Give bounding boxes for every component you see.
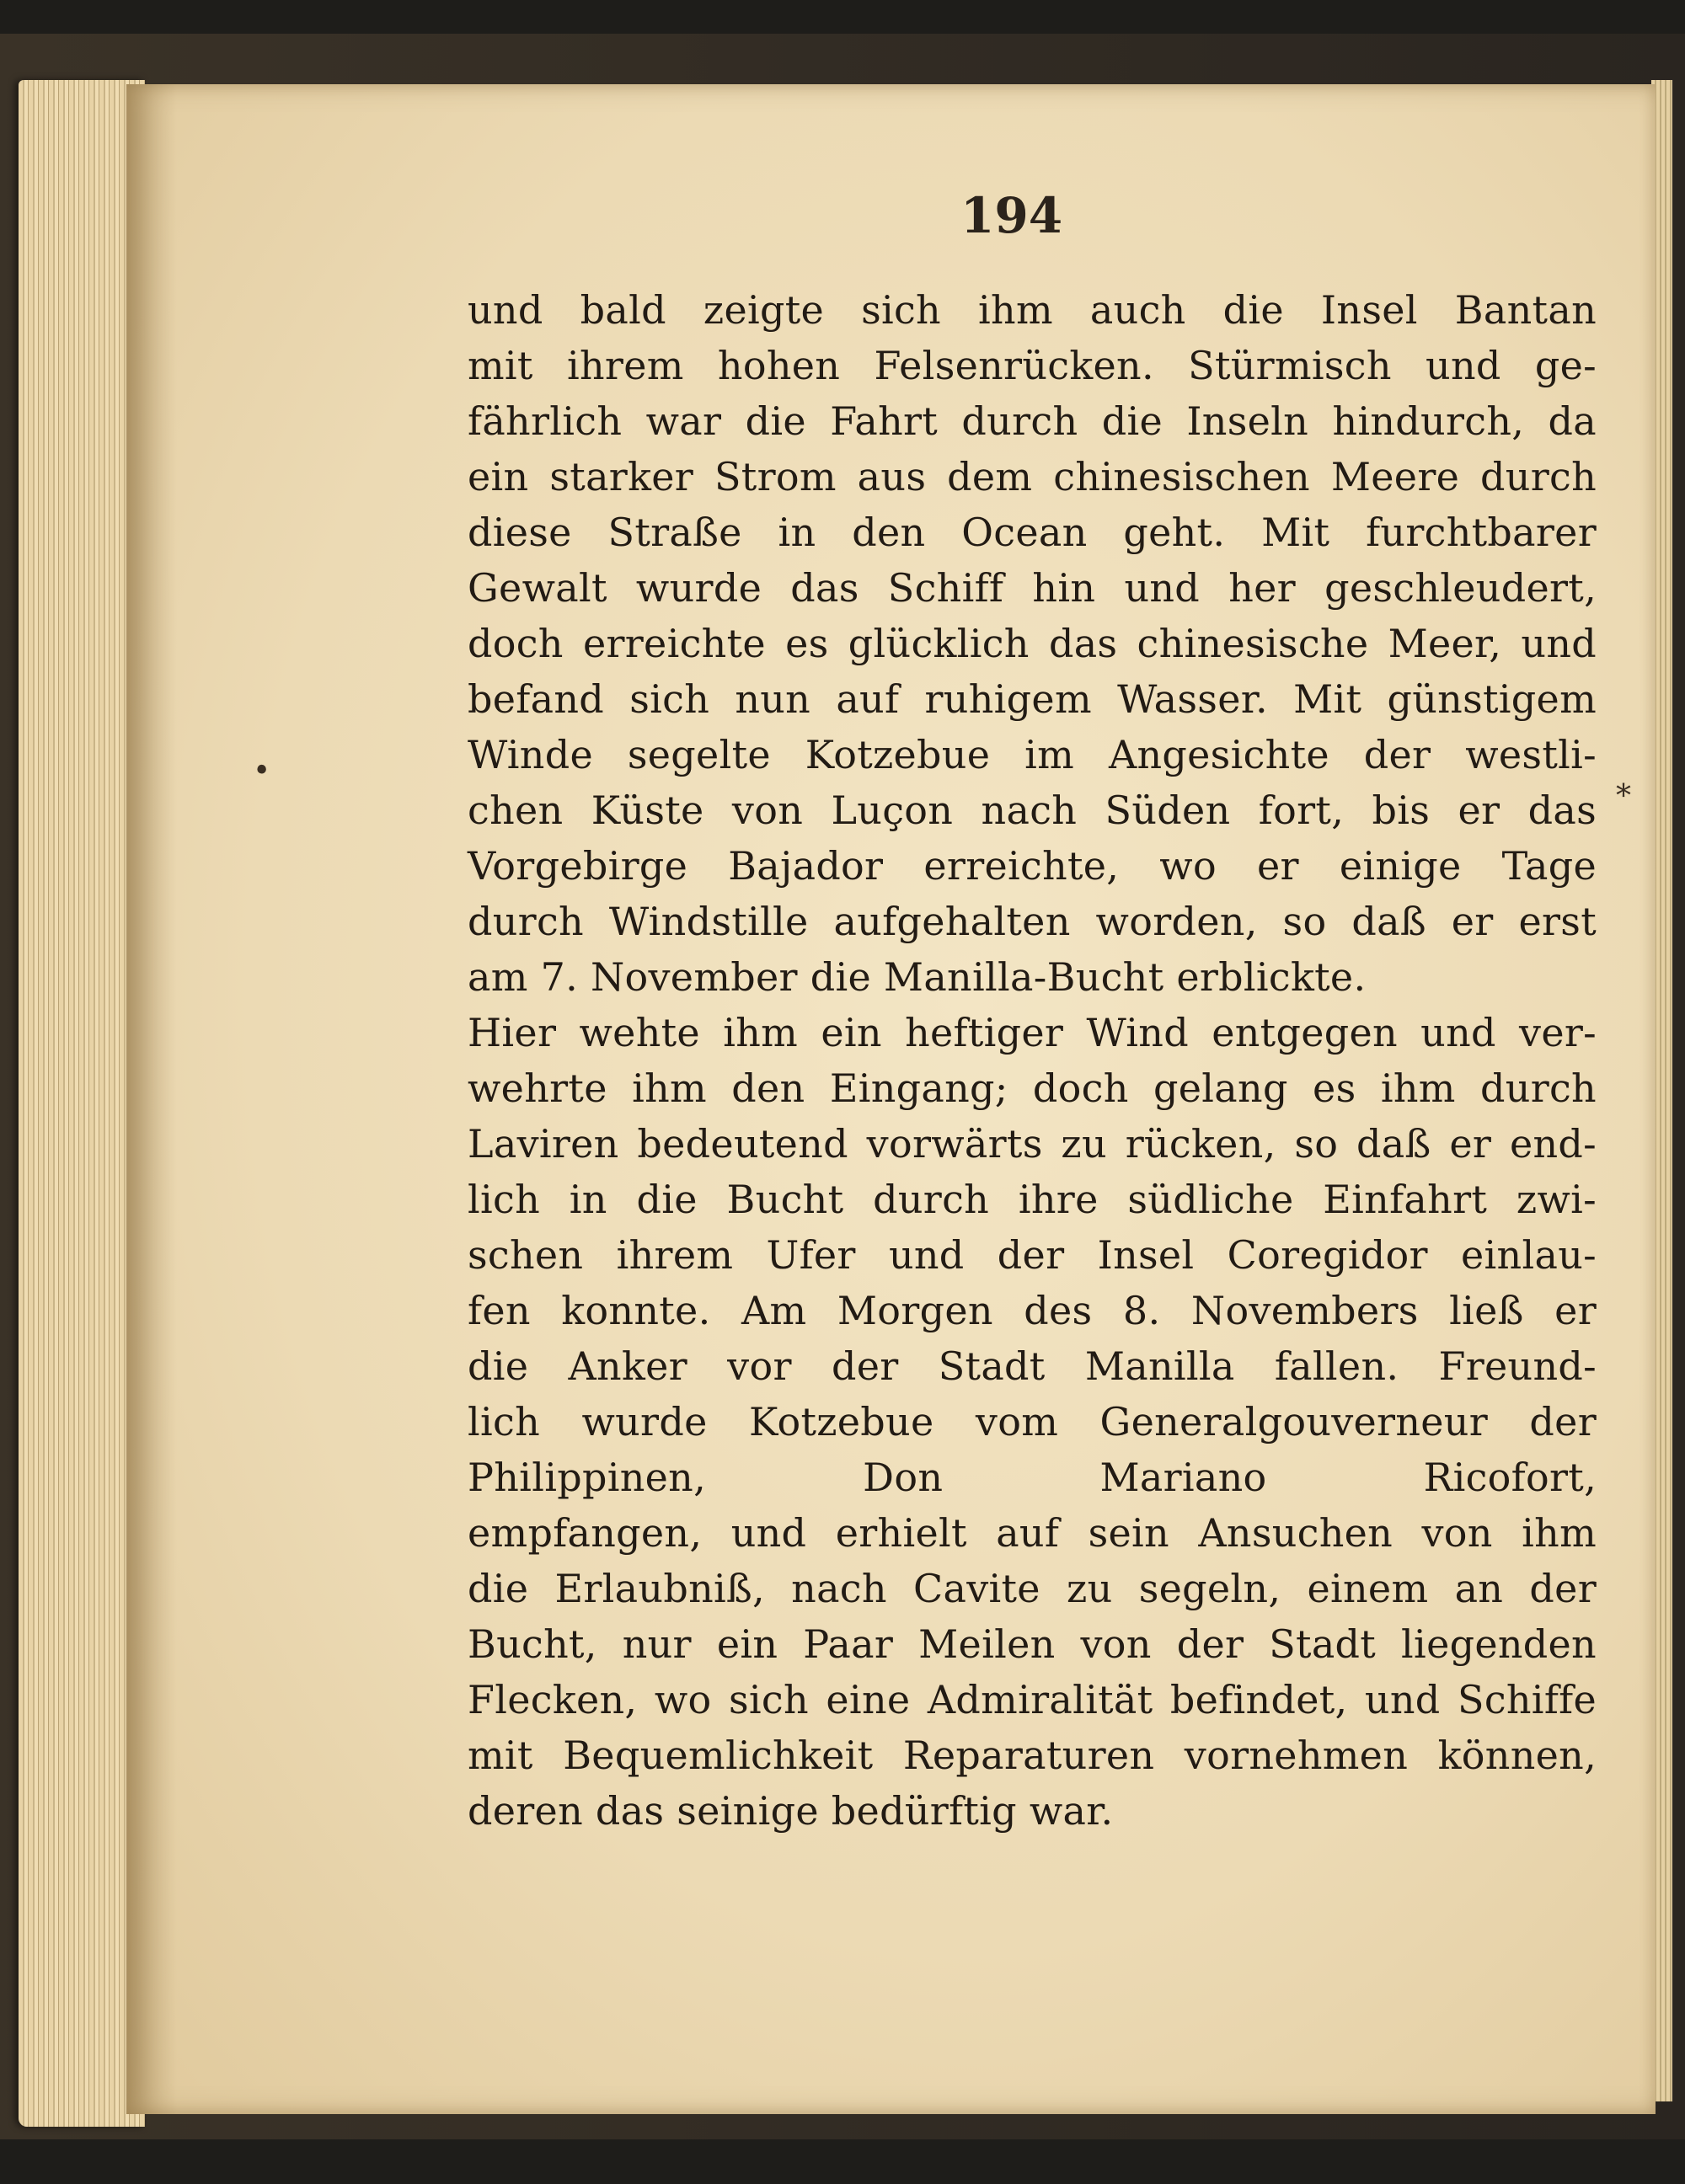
- text-line: die Erlaubniß, nach Cavite zu segeln, einem an der: [468, 1566, 1597, 1611]
- text-line: Laviren bedeutend vorwärts zu rücken, so daß er end-: [468, 1121, 1597, 1167]
- text-line: chen Küste von Luçon nach Süden fort, bis er das: [468, 788, 1597, 833]
- text-line: mit ihrem hohen Felsenrücken. Stürmisch und ge-: [468, 343, 1597, 388]
- text-line: und bald zeigte sich ihm auch die Insel Bantan: [468, 287, 1597, 333]
- text-line: am 7. November die Manilla-Bucht erblickte.: [468, 954, 1367, 1000]
- text-line: Hier wehte ihm ein heftiger Wind entgegen und ver-: [468, 1010, 1597, 1055]
- text-line: Winde segelte Kotzebue im Angesichte der westli-: [468, 732, 1597, 777]
- text-line: fen konnte. Am Morgen des 8. Novembers ließ er: [468, 1288, 1597, 1333]
- text-line: wehrte ihm den Eingang; doch gelang es ihm durch: [468, 1065, 1597, 1111]
- text-line: Philippinen, Don Mariano Ricofort,: [468, 1455, 1597, 1500]
- body-text: [468, 282, 1597, 1839]
- text-line: fährlich war die Fahrt durch die Inseln hindurch, da: [468, 398, 1597, 444]
- text-line: deren das seinige bedürftig war.: [468, 1788, 1114, 1834]
- text-line: lich wurde Kotzebue vom Generalgouverneur der: [468, 1399, 1597, 1444]
- text-line: diese Straße in den Ocean geht. Mit furchtbarer: [468, 510, 1597, 555]
- text-line: Flecken, wo sich eine Admiralität befindet, und Schiffe: [468, 1677, 1597, 1722]
- text-line: Gewalt wurde das Schiff hin und her geschleudert,: [468, 565, 1597, 611]
- page-number: 194: [960, 187, 1063, 244]
- text-line: befand sich nun auf ruhigem Wasser. Mit günstigem: [468, 676, 1597, 722]
- text-line: die Anker vor der Stadt Manilla fallen. Freund-: [468, 1343, 1597, 1389]
- text-line: Vorgebirge Bajador erreichte, wo er einige Tage: [468, 843, 1597, 889]
- text-line: doch erreichte es glücklich das chinesische Meer, und: [468, 621, 1597, 666]
- text-line: ein starker Strom aus dem chinesischen Meere durch: [468, 454, 1597, 499]
- margin-mark: *: [1616, 779, 1631, 814]
- text-line: durch Windstille aufgehalten worden, so daß er erst: [468, 899, 1597, 944]
- text-line: mit Bequemlichkeit Reparaturen vornehmen können,: [468, 1733, 1597, 1778]
- text-line: empfangen, und erhielt auf sein Ansuchen von ihm: [468, 1510, 1597, 1556]
- text-line: schen ihrem Ufer und der Insel Coregidor einlau-: [468, 1232, 1597, 1278]
- gutter-shadow: [126, 84, 177, 2114]
- text-line: Bucht, nur ein Paar Meilen von der Stadt liegenden: [468, 1621, 1597, 1667]
- text-line: lich in die Bucht durch ihre südliche Einfahrt zwi-: [468, 1177, 1597, 1222]
- margin-mark: •: [253, 754, 271, 788]
